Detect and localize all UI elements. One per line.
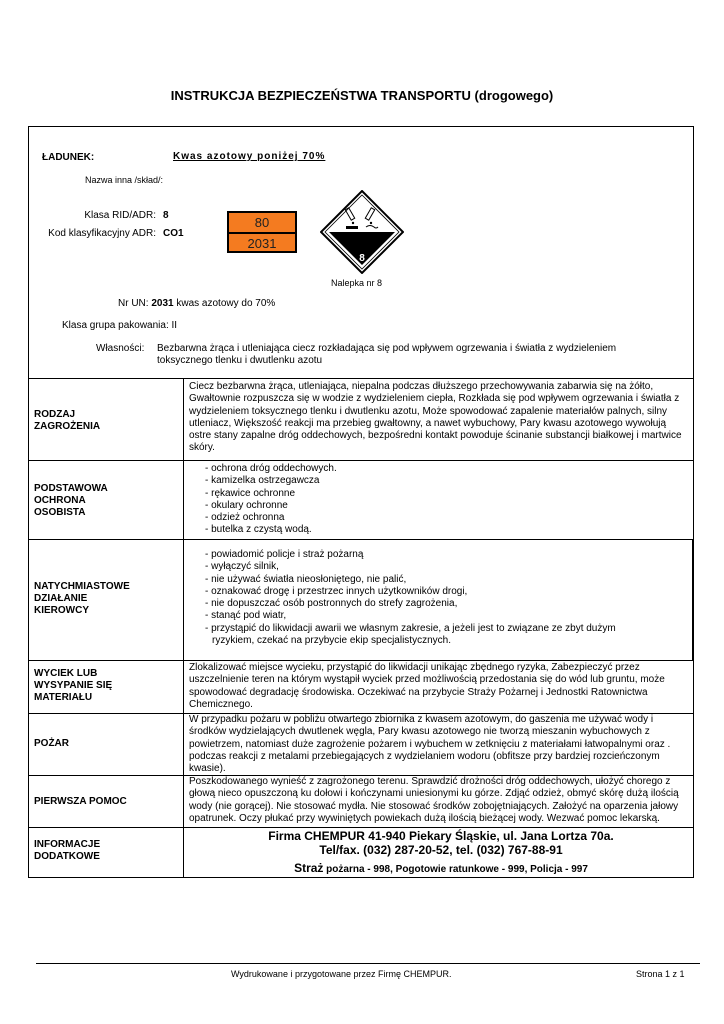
un-number-on-placard: 2031 <box>247 236 277 251</box>
section-pierwsza-pomoc <box>28 775 694 827</box>
ladunek-label: ŁADUNEK: <box>42 152 95 163</box>
orange-placard <box>227 211 297 253</box>
dzialanie-label-1: NATYCHMIASTOWE <box>34 581 130 592</box>
wlasnosci-line-1: Bezbarwna żrąca i utleniająca ciecz rozkładająca się pod wpływem ogrzewania i światła z wydzieleniem <box>157 343 617 354</box>
pomoc-label: PIERWSZA POMOC <box>34 796 127 807</box>
nalepka-caption: Nalepka nr 8 <box>331 278 383 288</box>
section-divider <box>183 714 184 775</box>
section-divider <box>183 776 184 827</box>
company-phone: Tel/fax. (032) 287-20-52, tel. (032) 767-88-91 <box>319 843 563 857</box>
info-label-1: INFORMACJE <box>34 839 101 850</box>
hazard-id-number: 80 <box>229 213 295 234</box>
ochrona-list <box>200 463 690 537</box>
page-number: Strona 1 z 1 <box>636 969 685 979</box>
list-item: - nie dopuszczać osób postronnych do strefy zagrożenia, <box>205 598 458 610</box>
kod-label: Kod klasyfikacyjny ADR: <box>48 228 156 239</box>
section-label <box>34 738 69 750</box>
dzialanie-list <box>200 549 652 647</box>
nr-un-desc: kwas azotowy do 70% <box>176 298 276 309</box>
nazwa-inna-label: Nazwa inna /skład/: <box>85 175 164 185</box>
ochrona-label-2: OCHRONA <box>34 495 86 506</box>
section-wyciek <box>28 660 694 713</box>
section-divider <box>183 661 184 713</box>
ladunek-value: Kwas azotowy poniżej 70% <box>173 151 326 162</box>
ochrona-label-3: OSOBISTA <box>34 507 86 518</box>
section-label <box>34 409 100 433</box>
list-item: - stanąć pod wiatr, <box>205 610 287 622</box>
pozar-text: W przypadku pożaru w pobliżu otwartego zbiornika z kwasem azotowym, do gaszenia me używać wody i środków wydzielających dwutlenek węgla, Pary kwasu azotowego nie tworzą mieszanin wybuchowych z powietrzem, natomiast duże zagrożenie pożarem i wybuchem w zetknięciu z materiałami łatwopalnymi oraz . podczas reakcji z metalami przebiegających z wydzielaniem wodoru (obfitsze przy bardziej rozcieńczonym kwasie). <box>189 714 671 775</box>
section-divider <box>183 461 184 539</box>
list-item: - okulary ochronne <box>205 499 288 511</box>
nr-un-label: Nr UN: <box>118 298 149 309</box>
section-ochrona-osobista <box>28 460 694 539</box>
pozar-label: POŻAR <box>34 738 69 749</box>
company-address: Firma CHEMPUR 41-940 Piekary Śląskie, ul. Jana Lortza 70a. <box>268 829 614 843</box>
footer-credit: Wydrukowane i przygotowane przez Firmę CHEMPUR. <box>231 969 452 979</box>
list-item: - rękawice ochronne <box>205 487 296 499</box>
rodzaj-text: Ciecz bezbarwna żrąca, utleniająca, niepalna podczas dłuższego przechowywania zabarwia się na żółto, Gwałtownie rozpuszcza się w wodzie z wydzieleniem ciepła, Rozkłada się pod wpływem ogrzewania i światła z wydzieleniem toksycznego tlenku i dwutlenku azotu, Może spowodować zapalenie materiałów palnych, silny utleniacz, Większość reakcji ma przebieg gwałtowny, a nawet wybuchowy, Pary kwasu azotowego wywołują ostre stany zapalne dróg oddechowych, bezpośredni kontakt powoduje ścinanie substancji białkowej i martwice skóry. <box>189 381 682 454</box>
section-divider <box>183 540 184 660</box>
dzialanie-label-3: KIEROWCY <box>34 605 89 616</box>
list-item: - odzież ochronna <box>205 512 285 524</box>
ochrona-label-1: PODSTAWOWA <box>34 483 108 494</box>
section-label <box>34 483 108 519</box>
emergency-numbers <box>188 861 694 877</box>
section-label <box>34 796 127 808</box>
klasa-label: Klasa RID/ADR: <box>84 210 156 221</box>
wyciek-text: Zlokalizować miejsce wycieku, przystąpić do likwidacji unikając zbędnego ryzyka, Zabezpieczyć przez uszczelnienie teren na którym wystąpił wyciek przed możliwością przedostania się do wód lub gruntu, może spowodować degradację środowiska. Oczekiwać na przybycie Straży Pożarnej i Jednostki Ratownictwa Chemicznego. <box>189 662 665 710</box>
list-item: - butelka z czystą wodą. <box>205 524 312 536</box>
section-pozar <box>28 713 694 775</box>
list-item: - wyłączyć silnik, <box>205 561 279 573</box>
section-divider <box>183 828 184 878</box>
kod-value: CO1 <box>163 228 184 239</box>
list-item: - nie używać światła nieosłoniętego, nie palić, <box>205 573 407 585</box>
hazard-label-number: 8 <box>359 253 365 264</box>
wyciek-label-3: MATERIAŁU <box>34 692 93 703</box>
info-body <box>188 829 694 877</box>
section-informacje-dodatkowe <box>28 827 694 878</box>
document-title: INSTRUKCJA BEZPIECZEŃSTWA TRANSPORTU (drogowego) <box>170 88 554 103</box>
section-label <box>34 839 100 863</box>
wyciek-label-2: WYSYPANIE SIĘ <box>34 680 113 691</box>
list-item: - przystąpić do likwidacji awarii we własnym zakresie, a jeżeli jest to związane ze zbyt dużym ryzykiem, czekać na przybycie ekip specjalistycznych. <box>205 622 616 647</box>
nr-un-value: 2031 <box>151 298 174 309</box>
rodzaj-label-1: RODZAJ <box>34 409 76 420</box>
pomoc-text: Poszkodowanego wynieść z zagrożonego terenu. Sprawdzić drożności dróg oddechowych, ułożyć chorego z głową nieco opuszczoną ku dołowi i kończynami uniesionymi ku górze. Zdjąć odzież, obmyć skórę dużą ilością wody (nie gorącej). Nie stosować mydła. Nie stosować środków zobojętniających. Założyć na oparzenia jałowy opatrunek. Oczy płukać przy wywiniętych powiekach dużą ilością bieżącej wody. Wezwać pomoc lekarską. <box>189 776 679 824</box>
rodzaj-label-2: ZAGROŻENIA <box>34 421 101 432</box>
info-label-2: DODATKOWE <box>34 851 100 862</box>
grupa-pakowania: Klasa grupa pakowania: II <box>62 320 178 331</box>
klasa-value: 8 <box>163 210 169 221</box>
dzialanie-label-2: DZIAŁANIE <box>34 593 88 604</box>
footer-rule <box>36 963 700 964</box>
section-dzialanie-kierowcy <box>28 539 694 660</box>
wlasnosci-label: Własności: <box>96 343 145 354</box>
section-label <box>34 581 130 617</box>
wyciek-label-1: WYCIEK LUB <box>34 668 98 679</box>
list-item: - oznakować drogę i przestrzec innych użytkowników drogi, <box>205 585 468 597</box>
section-label <box>34 668 112 704</box>
section-divider <box>183 379 184 460</box>
list-item: - ochrona dróg oddechowych. <box>205 463 337 474</box>
emergency-numbers-rest: pożarna - 998, Pogotowie ratunkowe - 999, Policja - 997 <box>323 864 588 875</box>
section-rodzaj-zagrozenia <box>28 378 694 460</box>
wlasnosci-line-2: toksycznego tlenku i dwutlenku azotu <box>157 355 323 366</box>
list-item: - powiadomić policje i straż pożarną <box>205 549 364 560</box>
emergency-numbers-lead: Straż <box>294 861 324 875</box>
list-item: - kamizelka ostrzegawcza <box>205 475 320 487</box>
